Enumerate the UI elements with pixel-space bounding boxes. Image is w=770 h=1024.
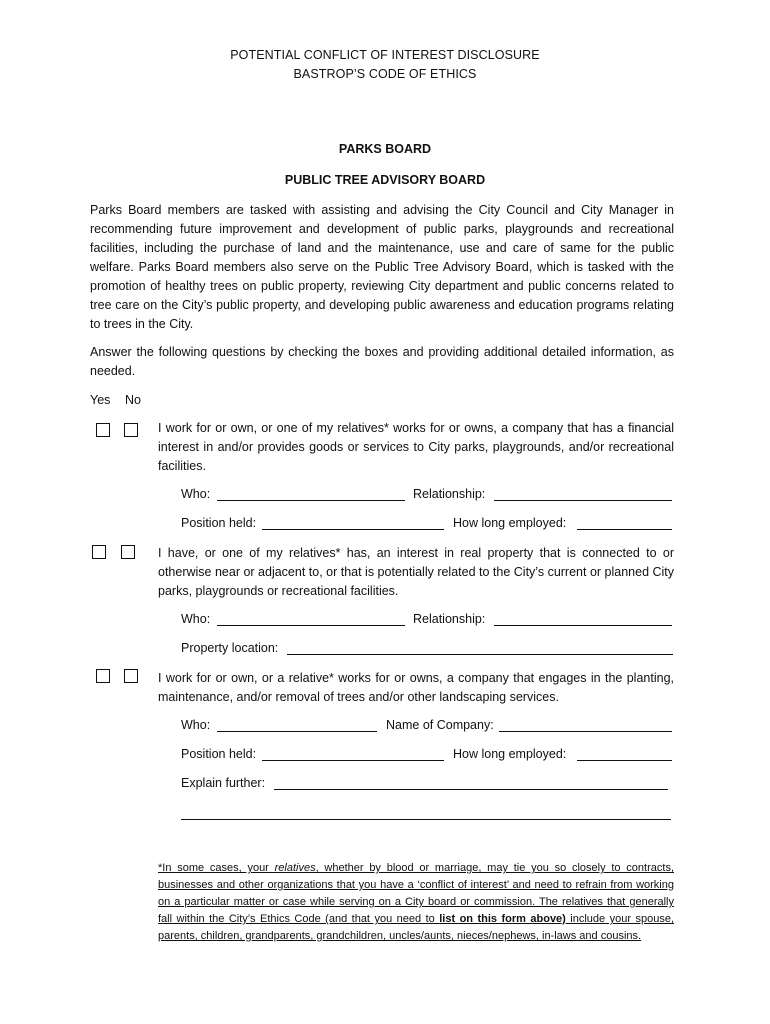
section-title-tree: PUBLIC TREE ADVISORY BOARD	[284, 173, 486, 187]
q2-text: I have, or one of my relatives* has, an interest in real property that is connected to or otherwise near or adjacent to, or that is potentially related to the City’s current or planned City parks, playgrounds or recreational facilities.	[158, 546, 675, 598]
q3-explain-label: Explain further:	[181, 776, 266, 790]
q2-relationship-label: Relationship:	[413, 612, 486, 626]
form-subtitle: BASTROP’S CODE OF ETHICS	[293, 67, 477, 81]
section-title-parks: PARKS BOARD	[338, 142, 432, 156]
q3-employed-label: How long employed:	[453, 747, 567, 761]
footnote-part1: *In some cases, your	[158, 862, 275, 874]
q3-no-checkbox[interactable]	[124, 669, 138, 683]
footnote-relatives: relatives	[274, 862, 316, 874]
q1-employed-label: How long employed:	[453, 516, 567, 530]
q1-no-checkbox[interactable]	[124, 423, 138, 437]
q1-yes-checkbox[interactable]	[96, 423, 110, 437]
yes-column-header: Yes	[90, 393, 111, 407]
q3-position-label: Position held:	[181, 747, 257, 761]
q1-who-label: Who:	[181, 487, 211, 501]
q3-who-label: Who:	[181, 718, 211, 732]
q1-relationship-field[interactable]	[494, 500, 672, 501]
q3-who-field[interactable]	[217, 731, 377, 732]
intro-paragraph: Parks Board members are tasked with assisting and advising the City Council and City Manager in recommending future improvement and development of public parks, playgrounds and recreational facilities, including the purchase of land and the maintenance, use and care of same for the public welfare. Parks Board members also serve on the Public Tree Advisory Board, which is tasked with the promotion of healthy trees on public property, reviewing City department and public concerns related to tree care on the City’s public property, and developing public awareness and education programs relating to trees in the City.	[90, 203, 674, 331]
q2-yes-checkbox[interactable]	[92, 545, 106, 559]
q1-employed-field[interactable]	[577, 529, 672, 530]
footnote-bold: list on this form above)	[439, 913, 566, 925]
q2-relationship-field[interactable]	[494, 625, 672, 626]
q1-relationship-label: Relationship:	[413, 487, 486, 501]
q1-position-label: Position held:	[181, 516, 257, 530]
q2-property-label: Property location:	[181, 641, 279, 655]
q2-who-field[interactable]	[217, 625, 405, 626]
q3-employed-field[interactable]	[577, 760, 672, 761]
q3-text: I work for or own, or a relative* works for or owns, a company that engages in the planting, maintenance, and/or removal of trees and/or other landscaping services.	[158, 671, 674, 704]
q1-text: I work for or own, or one of my relatives* works for or owns, a company that has a financial interest in and/or provides goods or services to City parks, playgrounds, and/or recreational facilities.	[158, 421, 674, 473]
instructions: Answer the following questions by checking the boxes and providing additional detailed information, as needed.	[90, 345, 674, 378]
q2-no-checkbox[interactable]	[121, 545, 135, 559]
form-title: POTENTIAL CONFLICT OF INTEREST DISCLOSURE	[230, 48, 540, 62]
q3-explain-field[interactable]	[274, 789, 668, 790]
q3-company-label: Name of Company:	[386, 718, 494, 732]
q1-position-field[interactable]	[262, 529, 444, 530]
no-column-header: No	[125, 393, 141, 407]
q3-position-field[interactable]	[262, 760, 444, 761]
q2-property-field[interactable]	[287, 654, 673, 655]
q3-company-field[interactable]	[499, 731, 672, 732]
q2-who-label: Who:	[181, 612, 211, 626]
footnote-part2: , whether by blood or marriage, may tie you so closely to contracts, businesses and other organizations that you have a ‘conflict of interest’ and need to refrain from working on a particular matter or case while serving on a City board or commission. The relatives that generally fall within the City’s Ethics Code (and that you need to	[158, 862, 674, 925]
q3-yes-checkbox[interactable]	[96, 669, 110, 683]
footnote	[158, 860, 674, 945]
q1-who-field[interactable]	[217, 500, 405, 501]
q3-explain-field-line2[interactable]	[181, 819, 671, 820]
footnote-part3: include your spouse, parents, children, grandparents, grandchildren, uncles/aunts, nieces/nephews, in-laws and cousins.	[158, 913, 675, 942]
